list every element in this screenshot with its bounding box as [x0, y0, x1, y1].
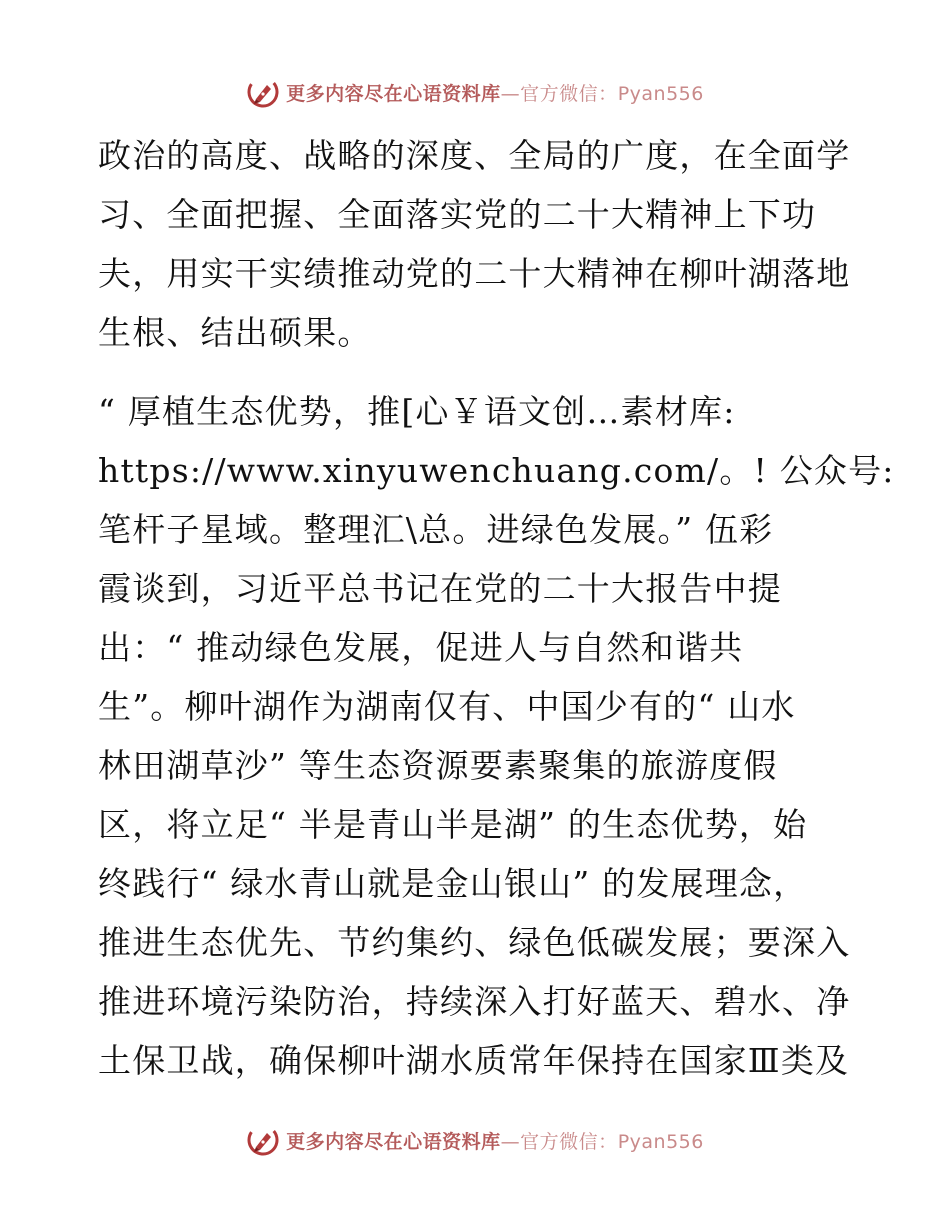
text-line: 出：“ 推动绿色发展，促进人与自然和谐共: [98, 628, 744, 667]
text-line: 终践行“ 绿水青山就是金山银山” 的发展理念，: [98, 864, 808, 903]
text-line: 夫，用实干实绩推动党的二十大精神在柳叶湖落地: [98, 254, 851, 293]
paragraph-2: [98, 382, 895, 1090]
banner-label: 官方微信：: [520, 1130, 618, 1153]
text-line: 区，将立足“ 半是青山半是湖” 的生态优势，始: [98, 805, 808, 844]
text-line: 生”。柳叶湖作为湖南仅有、中国少有的“ 山水: [98, 687, 796, 726]
pen-nib-logo-icon: [246, 75, 280, 109]
text-line: 土保卫战，确保柳叶湖水质常年保持在国家Ⅲ类及: [98, 1041, 850, 1080]
text-line: https://www.xinyuwenchuang.com/。! 公众号:: [98, 451, 895, 490]
text-line: 霞谈到，习近平总书记在党的二十大报告中提: [98, 569, 782, 608]
paragraph-1: [98, 126, 858, 362]
text-line: 习、全面把握、全面落实党的二十大精神上下功: [98, 195, 817, 234]
banner-text: [286, 79, 704, 106]
banner-brand: 更多内容尽在心语资料库: [286, 1130, 501, 1153]
text-line: 生根、结出硕果。: [98, 313, 372, 352]
text-line: “ 厚植生态优势，推[心￥语文创…素材库:: [98, 392, 736, 431]
banner-label: 官方微信：: [520, 82, 618, 105]
banner-separator: —: [500, 82, 521, 105]
pen-nib-logo-icon: [246, 1123, 280, 1157]
footer-banner: [0, 1120, 950, 1160]
banner-separator: —: [500, 1130, 521, 1153]
header-banner: [0, 72, 950, 112]
banner-account: Pyan556: [617, 1130, 704, 1153]
banner-brand: 更多内容尽在心语资料库: [286, 82, 501, 105]
text-line: 推进生态优先、节约集约、绿色低碳发展；要深入: [98, 923, 851, 962]
banner-account: Pyan556: [617, 82, 704, 105]
text-line: 林田湖草沙” 等生态资源要素聚集的旅游度假: [98, 746, 778, 785]
text-line: 政治的高度、战略的深度、全局的广度，在全面学: [98, 136, 851, 175]
document-body: [98, 126, 895, 1090]
banner-text: [286, 1127, 704, 1154]
text-line: 笔杆子星域。整理汇\总。进绿色发展。” 伍彩: [98, 510, 774, 549]
text-line: 推进环境污染防治，持续深入打好蓝天、碧水、净: [98, 982, 851, 1021]
